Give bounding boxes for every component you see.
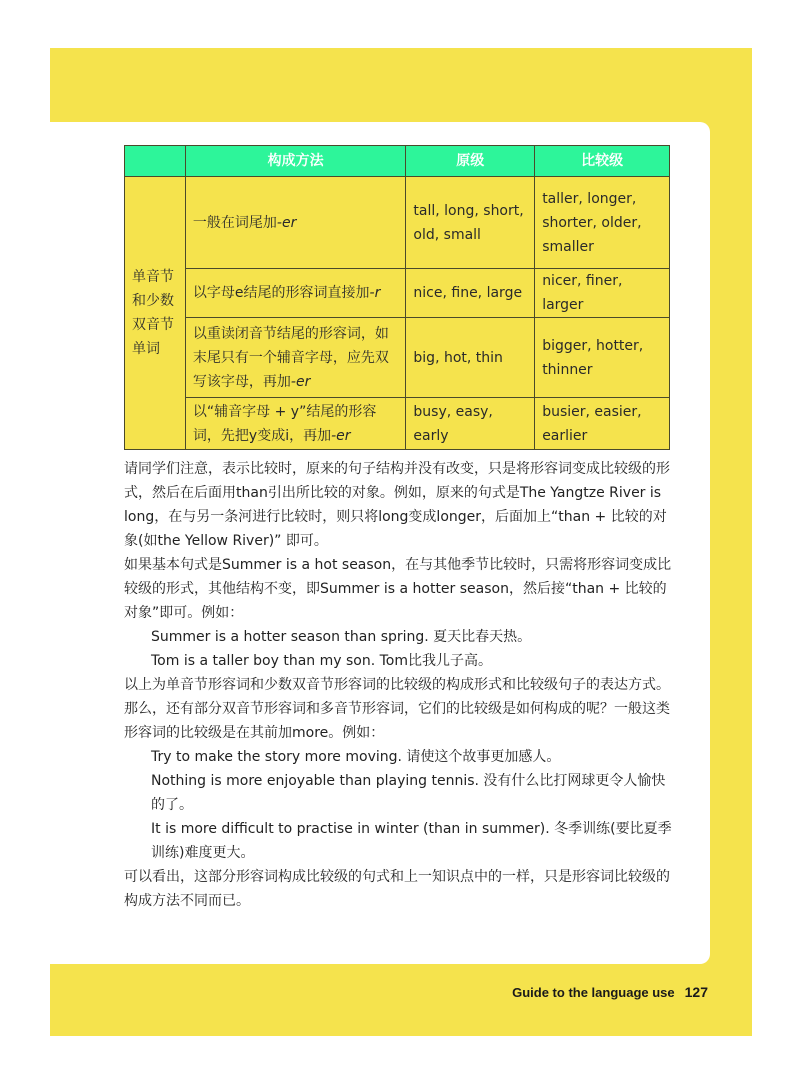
positive-cell: big, hot, thin bbox=[406, 318, 535, 398]
positive-cell: nice, fine, large bbox=[406, 269, 535, 318]
paragraph: 以上为单音节形容词和少数双音节形容词的比较级的构成形式和比较级句子的表达方式。那么，还有部分双音节形容词和多音节形容词，它们的比较级是如何构成的呢？一般这类形容词的比较级是在其前加more。例如： bbox=[124, 677, 670, 741]
rule-suffix: -er bbox=[290, 373, 311, 390]
rule-text: 以重读闭音节结尾的形容词，如末尾只有一个辅音字母，应先双写该字母，再加 bbox=[192, 325, 389, 390]
rule-cell bbox=[185, 177, 406, 269]
comparative-cell: bigger, hotter, thinner bbox=[535, 318, 670, 398]
header-positive: 原级 bbox=[406, 146, 535, 177]
rule-suffix: -er bbox=[276, 214, 297, 231]
comparative-cell: taller, longer, shorter, older, smaller bbox=[535, 177, 670, 269]
paragraph: 请同学们注意，表示比较时，原来的句子结构并没有改变，只是将形容词变成比较级的形式，然后在后面用than引出所比较的对象。例如，原来的句式是The Yangtze River is long，在与另一条河进行比较时，则只将long变成longer，后面加上“than + 比较的对象(如the Yellow River)” 即可。 bbox=[124, 461, 670, 549]
header-method: 构成方法 bbox=[185, 146, 406, 177]
header-empty bbox=[125, 146, 186, 177]
comparative-table bbox=[124, 145, 670, 450]
paragraph: 如果基本句式是Summer is a hot season，在与其他季节比较时，只需将形容词变成比较级的形式，其他结构不变，即Summer is a hotter season，然后接“than + 比较的对象”即可。例如： bbox=[124, 557, 672, 621]
rule-cell bbox=[185, 318, 406, 398]
example-sentence: Tom is a taller boy than my son. Tom比我儿子高。 bbox=[151, 653, 492, 669]
page-number: 127 bbox=[684, 984, 708, 1000]
group-label: 单音节和少数双音节单词 bbox=[125, 177, 186, 450]
positive-cell: busy, easy, early bbox=[406, 398, 535, 450]
example-sentence: Nothing is more enjoyable than playing tennis. 没有什么比打网球更令人愉快的了。 bbox=[151, 773, 666, 813]
body-text bbox=[124, 457, 672, 913]
example-sentence: It is more difficult to practise in winter (than in summer). 冬季训练(要比夏季训练)难度更大。 bbox=[151, 821, 672, 861]
rule-cell bbox=[185, 398, 406, 450]
rule-text: 以“辅音字母 + y”结尾的形容词，先把y变成i，再加 bbox=[192, 403, 377, 444]
table-row bbox=[125, 177, 670, 269]
comparative-cell: nicer, finer, larger bbox=[535, 269, 670, 318]
table-row bbox=[125, 318, 670, 398]
example-sentence: Try to make the story more moving. 请使这个故事更加感人。 bbox=[151, 749, 561, 765]
table-header-row bbox=[125, 146, 670, 177]
comparative-cell: busier, easier, earlier bbox=[535, 398, 670, 450]
page-footer bbox=[512, 984, 708, 1000]
rule-suffix: -er bbox=[331, 427, 351, 444]
paragraph: 可以看出，这部分形容词构成比较级的句式和上一知识点中的一样，只是形容词比较级的构成方法不同而已。 bbox=[124, 869, 670, 909]
rule-text: 一般在词尾加 bbox=[192, 214, 277, 231]
header-comparative: 比较级 bbox=[535, 146, 670, 177]
rule-cell bbox=[185, 269, 406, 318]
table-row bbox=[125, 398, 670, 450]
footer-section-title: Guide to the language use bbox=[512, 985, 675, 1000]
positive-cell: tall, long, short, old, small bbox=[406, 177, 535, 269]
rule-text: 以字母e结尾的形容词直接加 bbox=[192, 285, 370, 301]
example-sentence: Summer is a hotter season than spring. 夏天比春天热。 bbox=[151, 629, 532, 645]
rule-suffix: -r bbox=[369, 285, 381, 301]
table-row bbox=[125, 269, 670, 318]
